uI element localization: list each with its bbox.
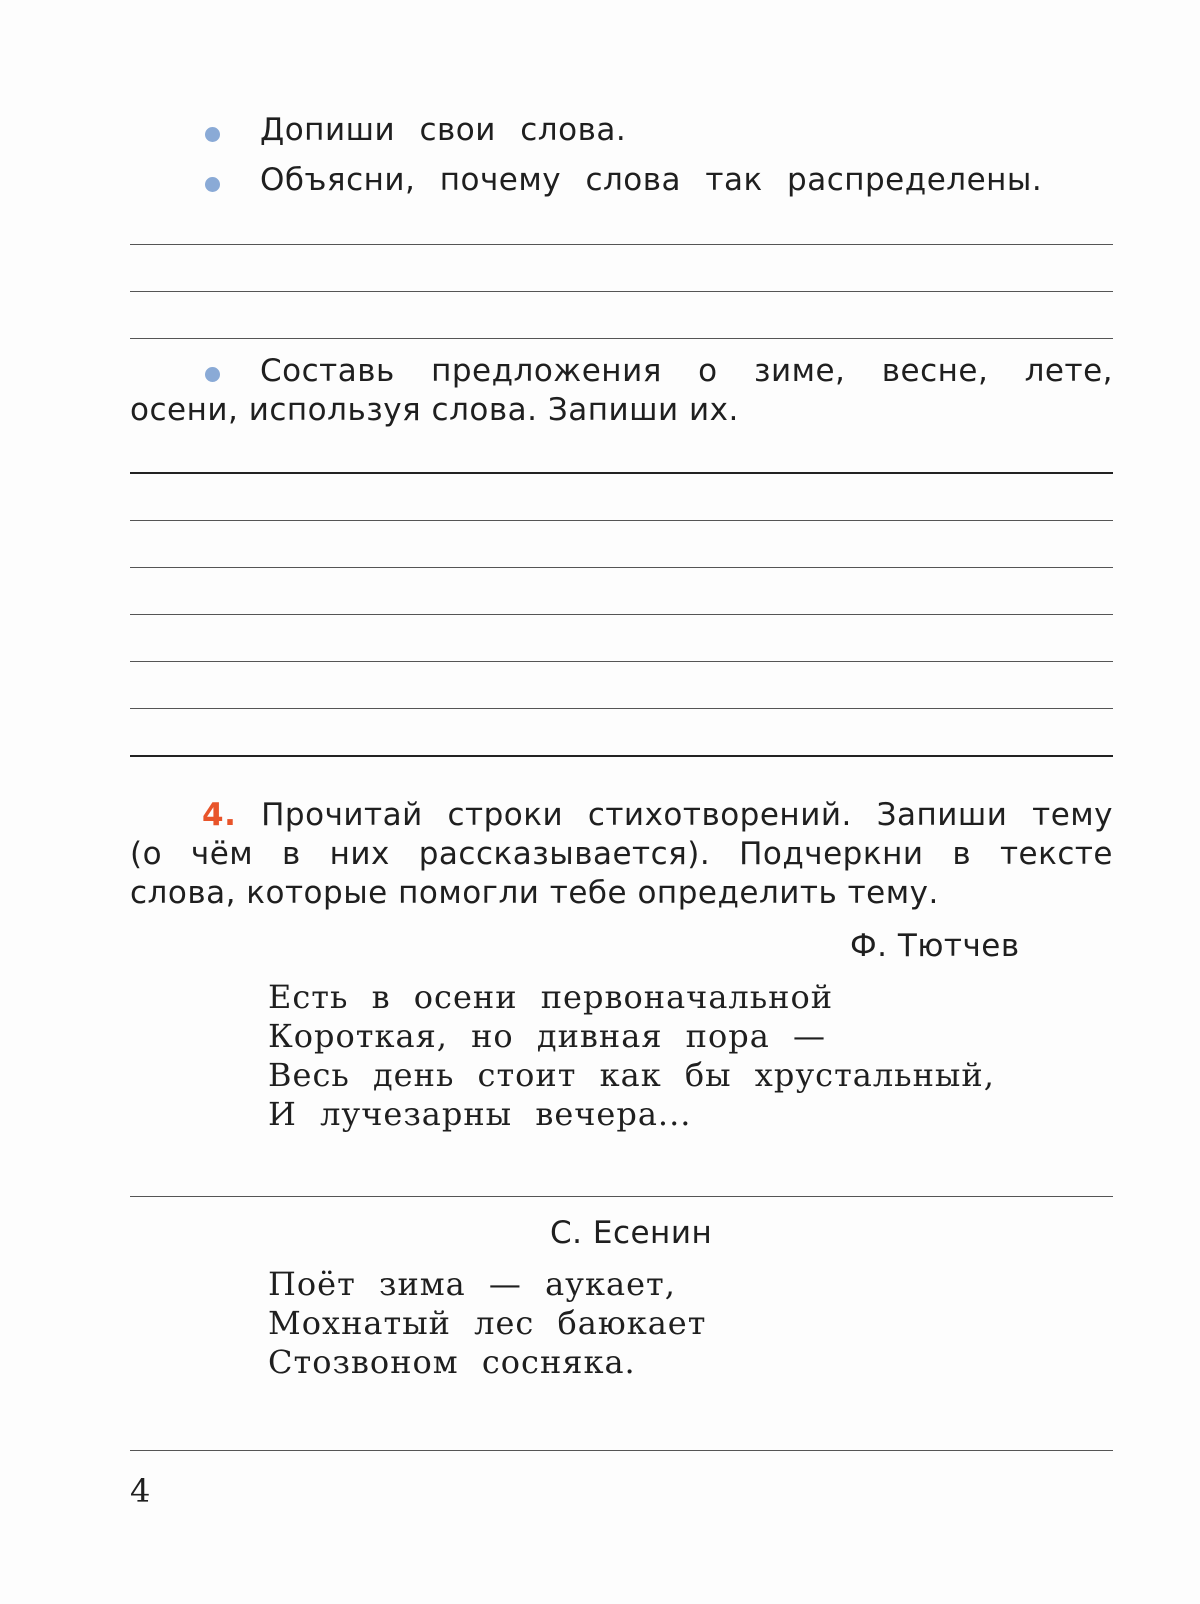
writing-line[interactable] <box>130 1196 1113 1197</box>
instruction-add-words: Допиши свои слова. <box>260 112 627 148</box>
bullet-icon <box>205 127 220 142</box>
poem-author: С. Есенин <box>550 1215 713 1251</box>
poem-esenin <box>268 1265 706 1382</box>
poem-line: Весь день стоит как бы хрустальный, <box>268 1056 995 1094</box>
writing-line[interactable] <box>130 661 1113 662</box>
writing-line[interactable] <box>130 567 1113 568</box>
instruction-compose <box>130 352 1113 430</box>
task-4 <box>130 796 1113 913</box>
instruction-compose-line: Составь предложения о зиме, весне, лете, <box>260 353 1113 389</box>
task-4-line-1 <box>130 796 1113 835</box>
writing-line[interactable] <box>130 520 1113 521</box>
writing-line[interactable] <box>130 755 1113 757</box>
writing-line[interactable] <box>130 338 1113 339</box>
poem-line: Поёт зима — аукает, <box>268 1265 676 1303</box>
poem-tyutchev <box>268 978 995 1134</box>
instruction-compose-line: осени, используя слова. Запиши их. <box>130 392 739 428</box>
poem-line: Стозвоном сосняка. <box>268 1343 636 1381</box>
task-4-line-3: слова, которые помогли тебе определить тему. <box>130 875 939 911</box>
page-number: 4 <box>130 1472 151 1510</box>
poem-line: Короткая, но дивная пора — <box>268 1017 826 1055</box>
task-4-line-2: (о чём в них рассказывается). Подчеркни в тексте <box>130 836 1113 872</box>
writing-line[interactable] <box>130 708 1113 709</box>
poem-line: Есть в осени первоначальной <box>268 978 834 1016</box>
task-4-text: Прочитай строки стихотворений. Запиши тему <box>261 797 1113 833</box>
writing-line[interactable] <box>130 244 1113 245</box>
writing-line[interactable] <box>130 614 1113 615</box>
writing-line[interactable] <box>130 291 1113 292</box>
writing-line[interactable] <box>130 472 1113 474</box>
poem-line: Мохнатый лес баюкает <box>268 1304 707 1342</box>
bullet-icon <box>205 177 220 192</box>
poem-author: Ф. Тютчев <box>850 928 1020 964</box>
poem-line: И лучезарны вечера... <box>268 1095 692 1133</box>
task-number: 4. <box>202 797 237 833</box>
instruction-explain: Объясни, почему слова так распределены. <box>260 162 1043 198</box>
writing-line[interactable] <box>130 1450 1113 1451</box>
